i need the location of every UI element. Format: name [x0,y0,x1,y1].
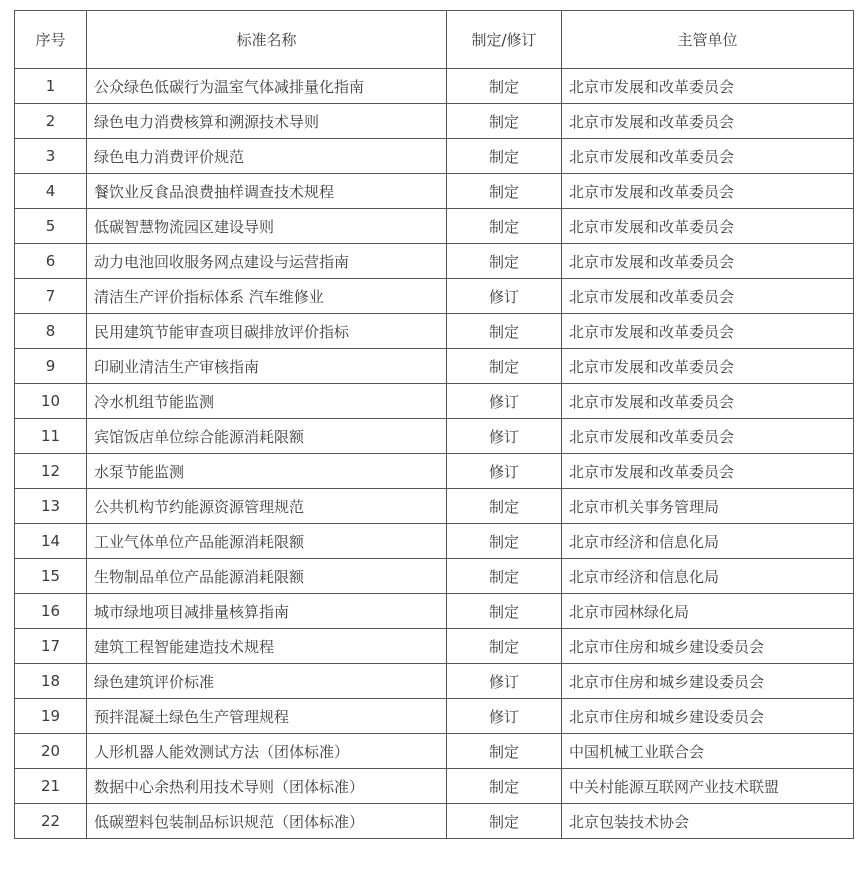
table-row [15,594,854,629]
table-row [15,734,854,769]
cell-formulate-revise: 制定 [447,209,562,244]
cell-standard-name: 数据中心余热利用技术导则（团体标准） [87,769,447,804]
cell-standard-name: 绿色建筑评价标准 [87,664,447,699]
cell-serial-number: 3 [15,139,87,174]
cell-serial-number: 8 [15,314,87,349]
cell-serial-number: 6 [15,244,87,279]
cell-formulate-revise: 修订 [447,384,562,419]
cell-competent-unit: 北京市住房和城乡建设委员会 [562,664,854,699]
cell-standard-name: 清洁生产评价指标体系 汽车维修业 [87,279,447,314]
cell-serial-number: 11 [15,419,87,454]
cell-standard-name: 建筑工程智能建造技术规程 [87,629,447,664]
cell-standard-name: 冷水机组节能监测 [87,384,447,419]
cell-competent-unit: 北京市发展和改革委员会 [562,174,854,209]
cell-standard-name: 低碳塑料包装制品标识规范（团体标准） [87,804,447,839]
cell-serial-number: 13 [15,489,87,524]
cell-standard-name: 公共机构节约能源资源管理规范 [87,489,447,524]
cell-competent-unit: 北京市发展和改革委员会 [562,454,854,489]
cell-serial-number: 21 [15,769,87,804]
cell-formulate-revise: 修订 [447,699,562,734]
table-row [15,664,854,699]
cell-serial-number: 2 [15,104,87,139]
cell-formulate-revise: 制定 [447,734,562,769]
table-row [15,489,854,524]
table-row [15,244,854,279]
cell-standard-name: 城市绿地项目减排量核算指南 [87,594,447,629]
cell-formulate-revise: 制定 [447,104,562,139]
cell-formulate-revise: 制定 [447,629,562,664]
cell-standard-name: 印刷业清洁生产审核指南 [87,349,447,384]
cell-serial-number: 14 [15,524,87,559]
header-standard-name: 标准名称 [87,11,447,69]
cell-standard-name: 民用建筑节能审查项目碳排放评价指标 [87,314,447,349]
cell-standard-name: 工业气体单位产品能源消耗限额 [87,524,447,559]
cell-serial-number: 19 [15,699,87,734]
table-row [15,139,854,174]
cell-competent-unit: 北京市发展和改革委员会 [562,209,854,244]
table-row [15,454,854,489]
cell-serial-number: 16 [15,594,87,629]
header-formulate-revise: 制定/修订 [447,11,562,69]
table-row [15,559,854,594]
table-row [15,69,854,104]
cell-competent-unit: 北京市发展和改革委员会 [562,349,854,384]
cell-competent-unit: 北京市发展和改革委员会 [562,279,854,314]
cell-competent-unit: 中关村能源互联网产业技术联盟 [562,769,854,804]
cell-competent-unit: 北京包装技术协会 [562,804,854,839]
cell-formulate-revise: 制定 [447,559,562,594]
table-header-row [15,11,854,69]
cell-competent-unit: 北京市发展和改革委员会 [562,104,854,139]
cell-competent-unit: 北京市发展和改革委员会 [562,314,854,349]
header-serial-number: 序号 [15,11,87,69]
cell-formulate-revise: 制定 [447,174,562,209]
cell-serial-number: 9 [15,349,87,384]
table-body [15,69,854,839]
cell-standard-name: 绿色电力消费核算和溯源技术导则 [87,104,447,139]
header-competent-unit: 主管单位 [562,11,854,69]
cell-competent-unit: 北京市园林绿化局 [562,594,854,629]
table-row [15,804,854,839]
cell-standard-name: 水泵节能监测 [87,454,447,489]
table-row [15,419,854,454]
cell-serial-number: 12 [15,454,87,489]
table-row [15,349,854,384]
cell-competent-unit: 北京市发展和改革委员会 [562,384,854,419]
cell-serial-number: 1 [15,69,87,104]
table-row [15,769,854,804]
cell-serial-number: 5 [15,209,87,244]
cell-competent-unit: 北京市机关事务管理局 [562,489,854,524]
table-row [15,314,854,349]
cell-serial-number: 7 [15,279,87,314]
cell-formulate-revise: 修订 [447,454,562,489]
cell-serial-number: 20 [15,734,87,769]
cell-formulate-revise: 制定 [447,524,562,559]
cell-formulate-revise: 制定 [447,244,562,279]
cell-competent-unit: 北京市发展和改革委员会 [562,419,854,454]
table-row [15,524,854,559]
cell-competent-unit: 北京市经济和信息化局 [562,559,854,594]
cell-standard-name: 人形机器人能效测试方法（团体标准） [87,734,447,769]
cell-competent-unit: 北京市发展和改革委员会 [562,139,854,174]
cell-formulate-revise: 制定 [447,804,562,839]
cell-standard-name: 生物制品单位产品能源消耗限额 [87,559,447,594]
cell-competent-unit: 北京市发展和改革委员会 [562,69,854,104]
standards-table [14,10,854,839]
cell-serial-number: 15 [15,559,87,594]
cell-standard-name: 宾馆饭店单位综合能源消耗限额 [87,419,447,454]
cell-formulate-revise: 制定 [447,349,562,384]
cell-competent-unit: 中国机械工业联合会 [562,734,854,769]
cell-formulate-revise: 制定 [447,594,562,629]
cell-competent-unit: 北京市发展和改革委员会 [562,244,854,279]
cell-formulate-revise: 修订 [447,664,562,699]
cell-formulate-revise: 修订 [447,419,562,454]
cell-serial-number: 22 [15,804,87,839]
cell-formulate-revise: 制定 [447,489,562,524]
cell-standard-name: 绿色电力消费评价规范 [87,139,447,174]
table-row [15,209,854,244]
cell-competent-unit: 北京市住房和城乡建设委员会 [562,699,854,734]
cell-serial-number: 10 [15,384,87,419]
cell-competent-unit: 北京市住房和城乡建设委员会 [562,629,854,664]
table-row [15,279,854,314]
cell-standard-name: 低碳智慧物流园区建设导则 [87,209,447,244]
cell-competent-unit: 北京市经济和信息化局 [562,524,854,559]
cell-serial-number: 18 [15,664,87,699]
cell-standard-name: 餐饮业反食品浪费抽样调查技术规程 [87,174,447,209]
table-row [15,384,854,419]
cell-formulate-revise: 制定 [447,139,562,174]
cell-formulate-revise: 修订 [447,279,562,314]
table-row [15,699,854,734]
table-row [15,104,854,139]
cell-formulate-revise: 制定 [447,769,562,804]
cell-formulate-revise: 制定 [447,69,562,104]
table-row [15,629,854,664]
cell-serial-number: 4 [15,174,87,209]
cell-standard-name: 公众绿色低碳行为温室气体减排量化指南 [87,69,447,104]
table-row [15,174,854,209]
cell-serial-number: 17 [15,629,87,664]
cell-standard-name: 动力电池回收服务网点建设与运营指南 [87,244,447,279]
cell-formulate-revise: 制定 [447,314,562,349]
cell-standard-name: 预拌混凝土绿色生产管理规程 [87,699,447,734]
